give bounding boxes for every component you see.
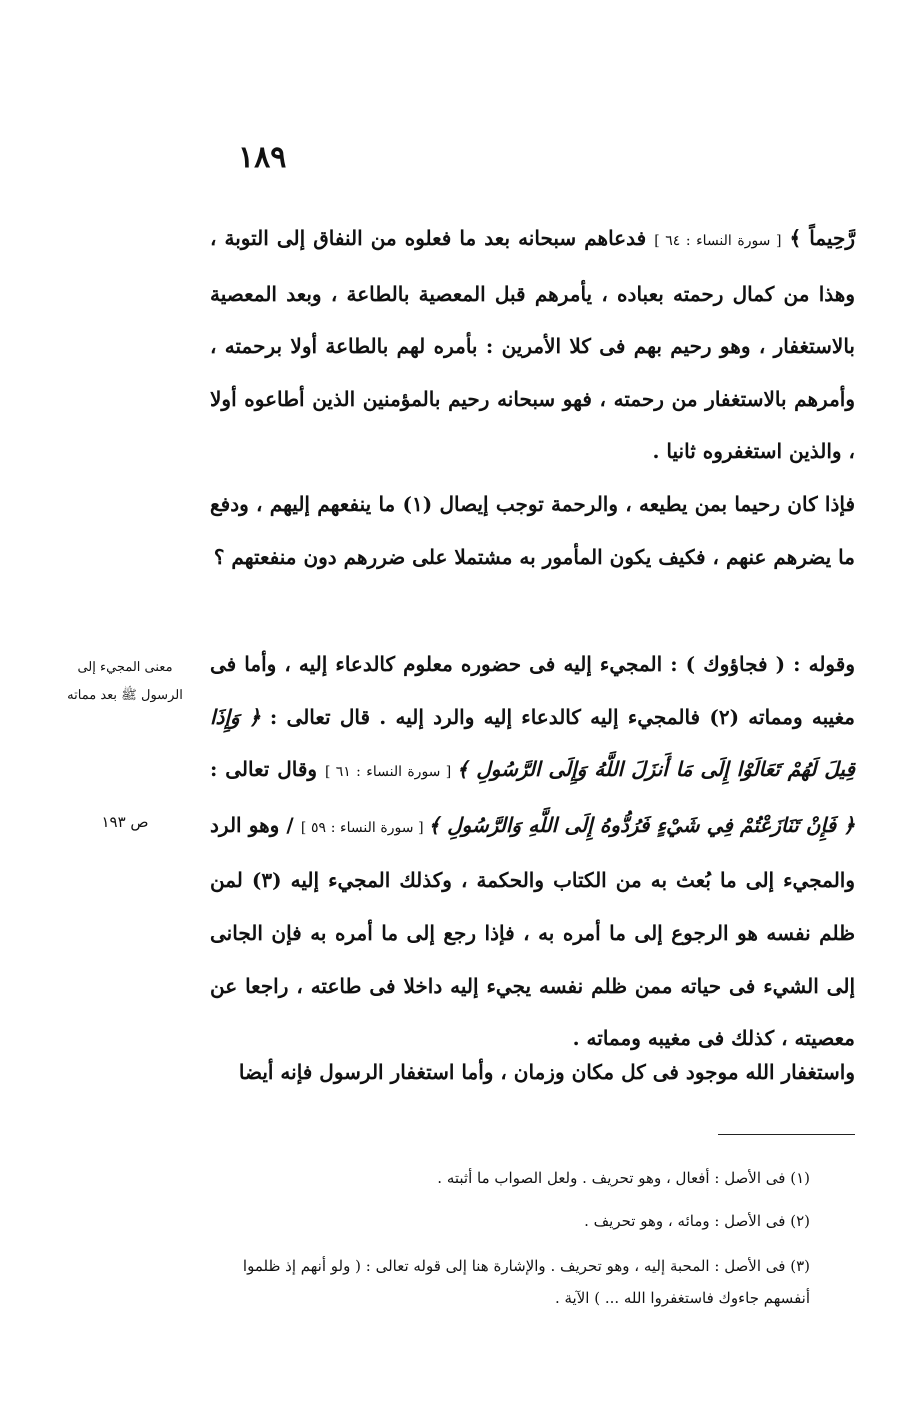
quran-verse: ﴿ وَإِذَا قِيلَ لَهُمْ تَعَالَوْا إِلَى مَا أَنزَلَ اللَّهُ وَإِلَى الرَّسُولِ ﴾ — [210, 704, 855, 782]
footnote-1: (١) فى الأصل : أفعال ، وهو تحريف . ولعل الصواب ما أثبته . — [437, 1169, 810, 1187]
paragraph-3 — [210, 638, 855, 1065]
paragraph-1-text-a: رَّحِيماً ﴾ — [781, 226, 855, 250]
paragraph-3-text-c: / وهو الرد والمجيء إلى ما بُعث به من الكتاب والحكمة ، وكذلك المجيء إليه (٣) لمن ظلم نفسه هو الرجوع إلى ما أمره به ، فإذا رجع إلى ما أمره به فإن الجانى إلى الشيء فى حياته ممن ظلم نفسه يجيء إليه داخلا فى طاعته ، راجعا عن معصيته ، كذلك فى مغيبه ومماته . — [210, 812, 856, 1051]
paragraph-1-text-b: فدعاهم سبحانه بعد ما فعلوه من النفاق إلى التوبة ، وهذا من كمال رحمته بعباده ، يأمرهم قبل المعصية بالطاعة ، وبعد المعصية بالاستغفار ، وهو رحيم بهم فى كلا الأمرين : بأمره لهم بالطاعة أولا برحمته ، وأمرهم بالاستغفار من رحمته ، فهو سبحانه رحيم بالمؤمنين الذين أطاعوه أولا ، والذين استغفروه ثانيا . — [210, 226, 855, 464]
margin-note-heading: معنى المجيء إلى الرسول ﷺ بعد مماته — [67, 660, 183, 703]
quran-verse: ﴿ فَإِنْ تَنَازَعْتُمْ فِي شَيْءٍ فَرُدُّوهُ إِلَى اللَّهِ وَالرَّسُولِ ﴾ — [428, 812, 856, 837]
paragraph-2: فإذا كان رحيما بمن يطيعه ، والرحمة توجب إيصال (١) ما ينفعهم إليهم ، ودفع ما يضرهم عنهم ، فكيف يكون المأمور به مشتملا على ضررهم دون منفعتهم ؟ — [210, 492, 856, 569]
footnote-2: (٢) فى الأصل : ومائه ، وهو تحريف . — [584, 1212, 810, 1230]
paragraph-1 — [210, 212, 855, 478]
surah-reference: [ سورة النساء : ٦١ ] — [324, 764, 457, 781]
paragraph-4: واستغفار الله موجود فى كل مكان وزمان ، وأما استغفار الرسول فإنه أيضا — [238, 1060, 855, 1084]
paragraph-3-text-a: وقوله : ( فجاؤوك ) : المجيء إليه فى حضوره معلوم كالدعاء إليه ، وأما فى مغيبه ومماته (٢) فالمجيء إليه كالدعاء إليه والرد إليه . قال تعالى : — [210, 652, 856, 729]
surah-reference: [ سورة النساء : ٥٩ ] — [300, 819, 429, 836]
footnote-divider — [718, 1134, 855, 1135]
margin-note-page-ref: ص ١٩٣ — [101, 813, 149, 831]
footnote-3: (٣) فى الأصل : المحبة إليه ، وهو تحريف . والإشارة هنا إلى قوله تعالى : ( ولو أنهم إذ ظلموا أنفسهم جاءوك فاستغفروا الله ... ) الآية . — [242, 1257, 810, 1307]
surah-reference: [ سورة النساء : ٦٤ ] — [654, 233, 782, 249]
page-number: ١٨٩ — [238, 140, 287, 175]
paragraph-3-text-b: وقال تعالى : — [210, 757, 325, 782]
